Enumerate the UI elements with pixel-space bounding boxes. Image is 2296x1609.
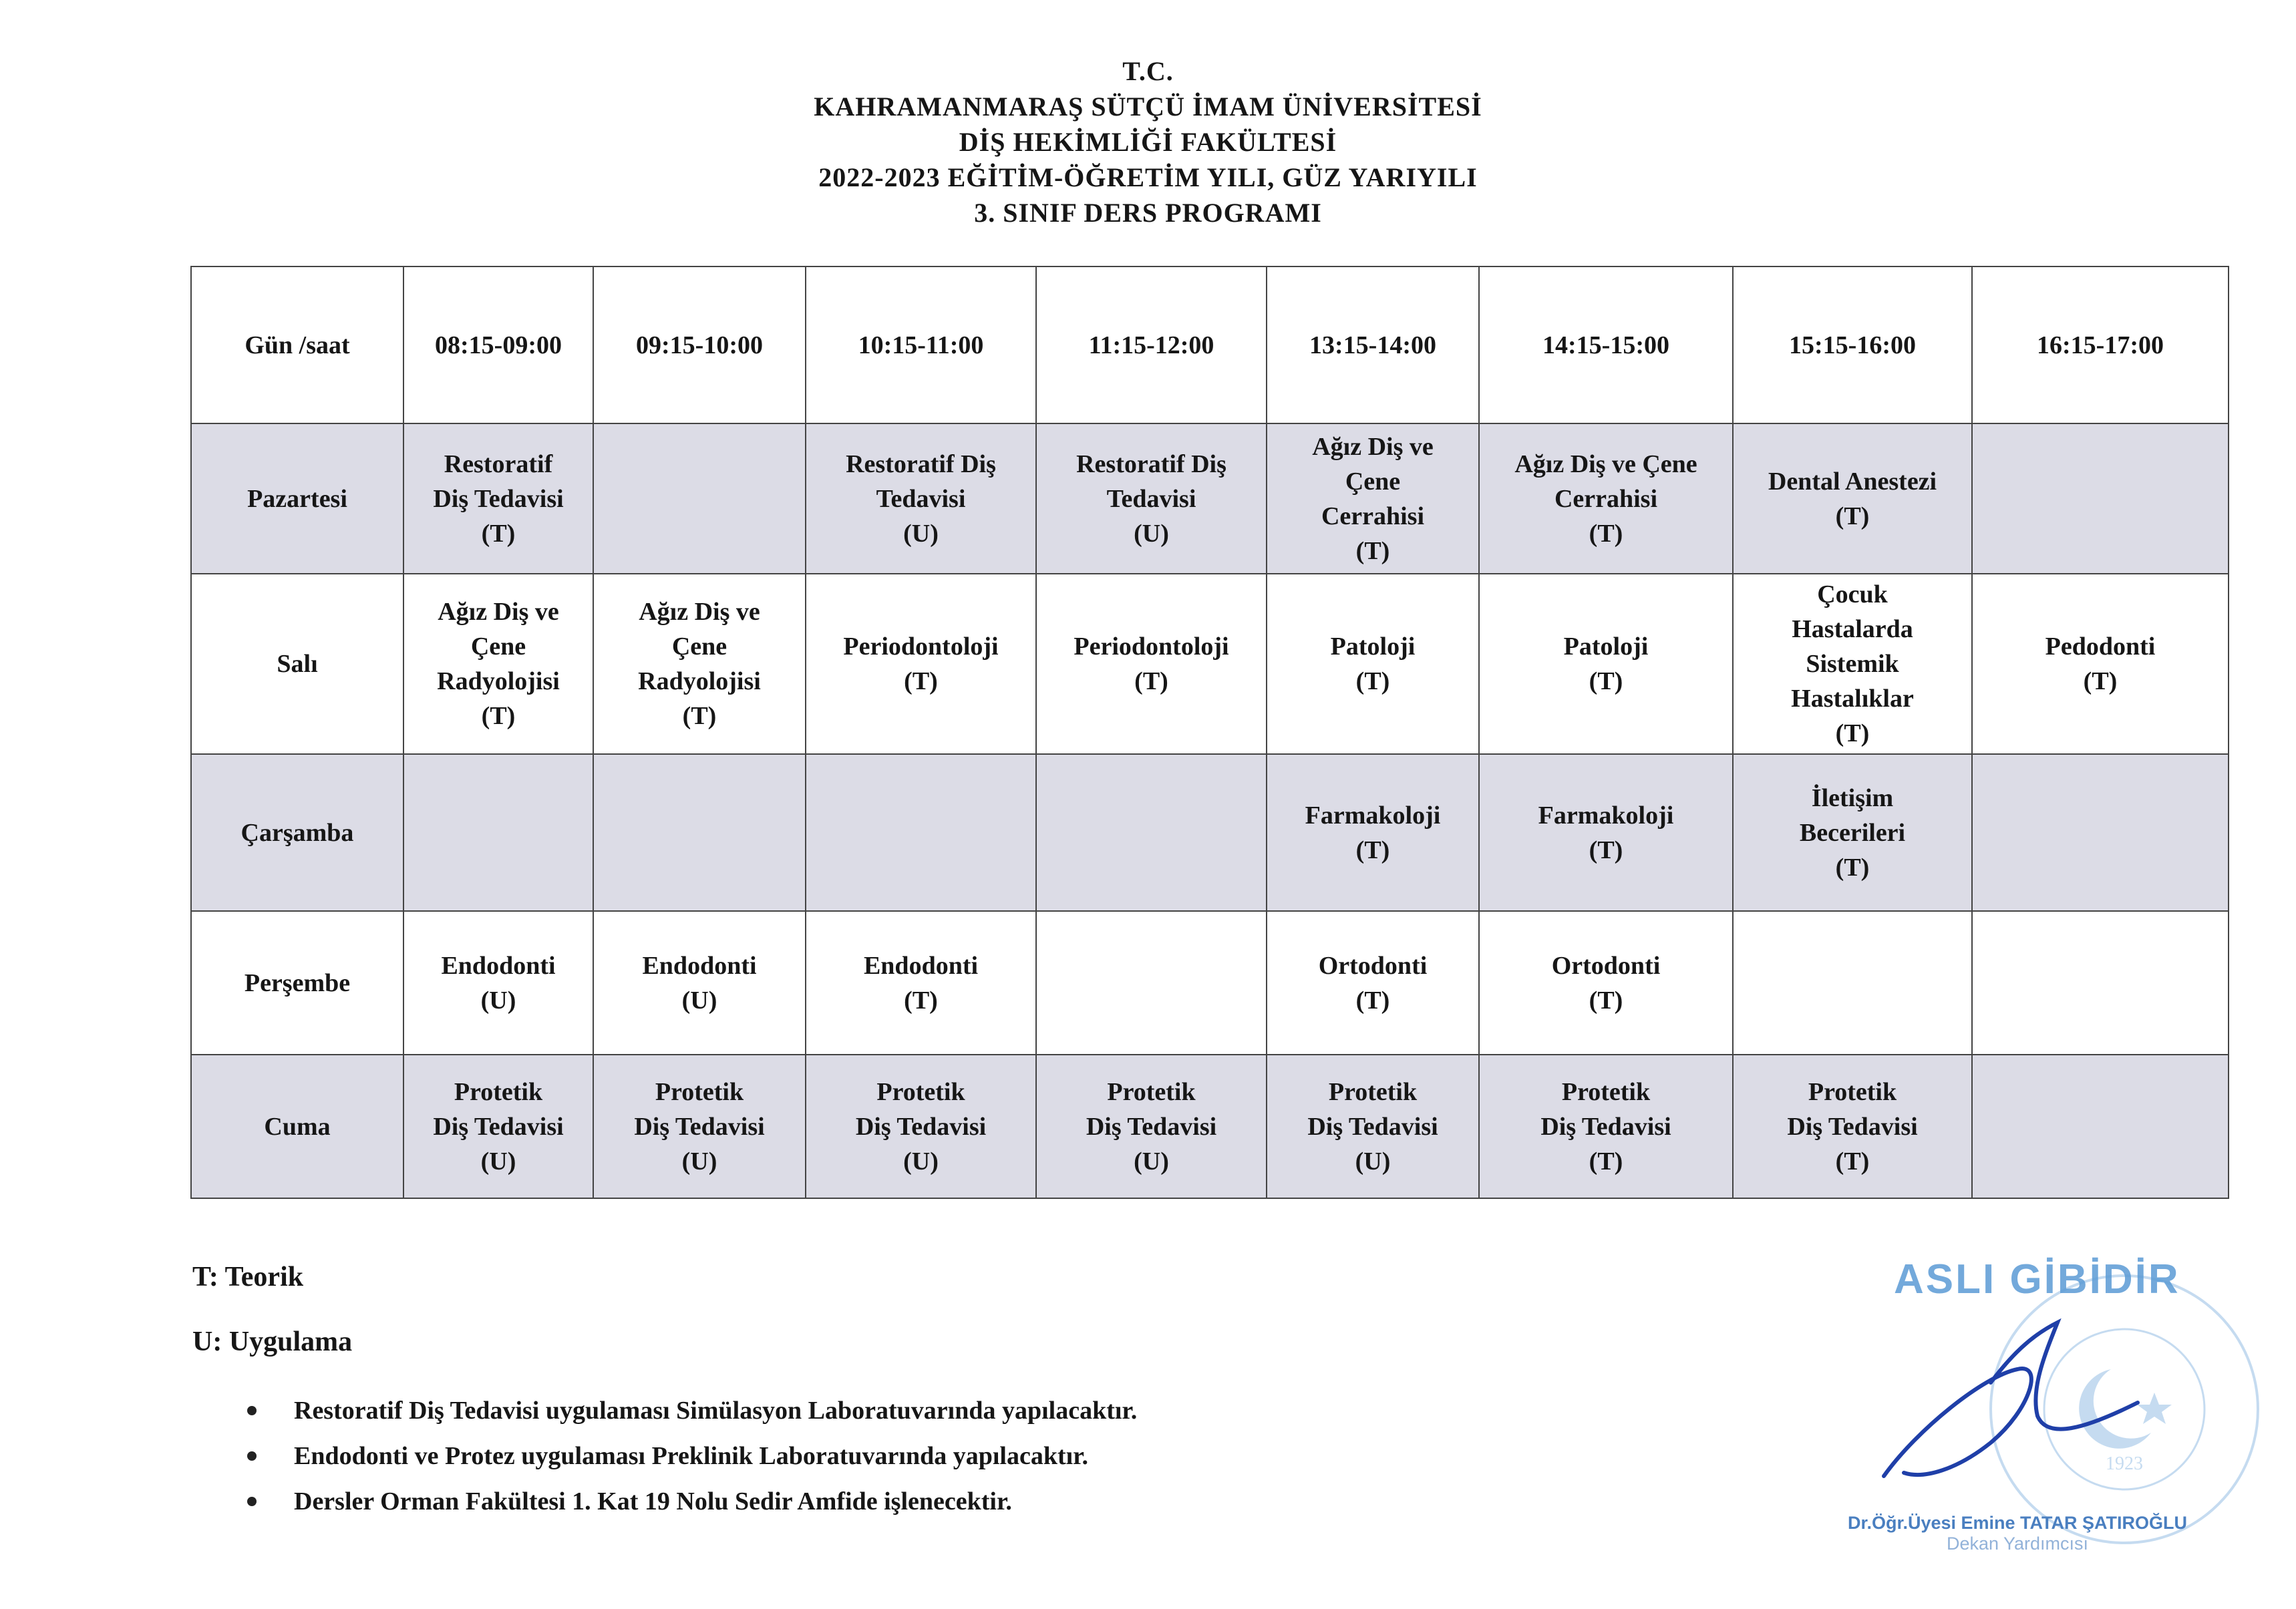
empty-cell [1972, 423, 2229, 574]
course-line: Protetik [655, 1077, 744, 1106]
course-cell [806, 911, 1036, 1055]
course-cell [1733, 1055, 1972, 1198]
header-academic-year: 2022-2023 EĞİTİM-ÖĞRETİM YILI, GÜZ YARIYILI [818, 162, 1478, 192]
course-line: Diş Tedavisi [433, 484, 564, 513]
course-line: Diş Tedavisi [1787, 1112, 1918, 1141]
course-line: Diş Tedavisi [1086, 1112, 1217, 1141]
course-line: Diş Tedavisi [855, 1112, 987, 1141]
course-line: Protetik [1561, 1077, 1651, 1106]
course-line: Dental Anestezi [1768, 467, 1937, 496]
time-header: 08:15-09:00 [403, 266, 593, 423]
signer-block [1830, 1513, 2204, 1554]
course-line: Endodonti [441, 951, 556, 980]
schedule-row [191, 911, 2229, 1055]
time-header: 11:15-12:00 [1036, 266, 1267, 423]
course-cell [1479, 911, 1733, 1055]
bullet-icon [247, 1406, 257, 1415]
course-cell [1479, 574, 1733, 754]
empty-cell [1972, 911, 2229, 1055]
course-cell [593, 1055, 806, 1198]
course-cell [403, 574, 593, 754]
course-line: Ortodonti [1318, 951, 1428, 980]
course-line: (T) [1835, 719, 1870, 747]
course-line: (T) [1355, 536, 1390, 565]
course-line: (U) [1134, 1147, 1169, 1176]
course-line: Restoratif Diş [1076, 450, 1226, 478]
course-line: (T) [1835, 853, 1870, 882]
course-line: Restoratif [444, 450, 553, 478]
time-header: 14:15-15:00 [1479, 266, 1733, 423]
bullet-icon [247, 1497, 257, 1506]
day-label: Cuma [191, 1055, 403, 1198]
course-line: (T) [1589, 986, 1623, 1015]
course-line: Ağız Diş ve Çene [1514, 450, 1697, 478]
course-cell [1036, 574, 1267, 754]
course-line: (T) [682, 702, 717, 730]
course-line: Protetik [1328, 1077, 1418, 1106]
course-line: (T) [1835, 1147, 1870, 1176]
course-line: Ağız Diş ve [438, 598, 559, 626]
course-line: Becerileri [1799, 818, 1906, 847]
course-line: Protetik [876, 1077, 965, 1106]
day-label: Pazartesi [191, 423, 403, 574]
course-cell [1267, 1055, 1479, 1198]
course-line: (T) [481, 702, 516, 730]
course-line: Patoloji [1563, 633, 1649, 661]
course-line: (T) [1134, 667, 1168, 695]
time-header: 09:15-10:00 [593, 266, 806, 423]
course-cell [1479, 423, 1733, 574]
course-line: (T) [2083, 667, 2118, 695]
course-cell [1733, 754, 1972, 911]
course-cell [1479, 754, 1733, 911]
course-line: Cerrahisi [1554, 484, 1658, 513]
day-label: Perşembe [191, 911, 403, 1055]
empty-cell [1733, 911, 1972, 1055]
course-line: (T) [904, 986, 938, 1015]
course-line: Endodonti [863, 951, 979, 980]
note-item: Endodonti ve Protez uygulaması Preklinik Laboratuvarında yapılacaktır. [247, 1433, 1137, 1479]
empty-cell [593, 754, 806, 911]
day-label: Çarşamba [191, 754, 403, 911]
official-stamp-area [1830, 1256, 2285, 1590]
course-line: (T) [1355, 836, 1390, 864]
course-line: (T) [1835, 502, 1870, 530]
schedule-header-row [191, 266, 2229, 423]
bullet-icon [247, 1451, 257, 1461]
signature-icon [1857, 1296, 2204, 1496]
course-line: Çene [470, 633, 526, 661]
svg-text:1923: 1923 [2106, 1453, 2143, 1474]
course-line: (T) [1589, 836, 1623, 864]
time-header: 15:15-16:00 [1733, 266, 1972, 423]
empty-cell [403, 754, 593, 911]
course-line: (T) [1589, 519, 1623, 548]
empty-cell [806, 754, 1036, 911]
course-line: (U) [480, 1147, 516, 1176]
course-line: Periodontoloji [843, 633, 999, 661]
course-line: Ortodonti [1551, 951, 1661, 980]
course-line: Diş Tedavisi [433, 1112, 564, 1141]
signer-name: Dr.Öğr.Üyesi Emine TATAR ŞATIROĞLU [1847, 1513, 2188, 1533]
signer-title: Dekan Yardımcısı [1946, 1534, 2089, 1554]
empty-cell [1972, 1055, 2229, 1198]
course-line: Diş Tedavisi [1307, 1112, 1438, 1141]
course-line: İletişim [1811, 783, 1894, 812]
course-line: (U) [1134, 519, 1169, 548]
course-cell [1733, 574, 1972, 754]
note-item: Dersler Orman Fakültesi 1. Kat 19 Nolu Sedir Amfide işlenecektir. [247, 1479, 1137, 1524]
course-line: (T) [1355, 667, 1390, 695]
course-line: Ağız Diş ve [1312, 432, 1434, 461]
course-cell [1479, 1055, 1733, 1198]
course-cell [1036, 1055, 1267, 1198]
course-line: Ağız Diş ve [639, 598, 760, 626]
course-cell [1036, 423, 1267, 574]
course-line: (T) [481, 519, 516, 548]
course-line: Restoratif Diş [846, 450, 996, 478]
legend-theory: T: Teorik [192, 1262, 304, 1292]
header-line-tc: T.C. [1122, 56, 1174, 86]
course-cell [806, 574, 1036, 754]
course-cell [806, 423, 1036, 574]
course-cell [403, 911, 593, 1055]
time-header: 13:15-14:00 [1267, 266, 1479, 423]
course-line: Hastalıklar [1791, 685, 1914, 713]
course-line: (U) [1355, 1147, 1391, 1176]
course-line: (T) [1355, 986, 1390, 1015]
course-line: Diş Tedavisi [1540, 1112, 1671, 1141]
schedule-row [191, 423, 2229, 574]
course-cell [1267, 574, 1479, 754]
schedule-row [191, 574, 2229, 754]
course-cell [593, 574, 806, 754]
schedule-row [191, 754, 2229, 911]
schedule-row [191, 1055, 2229, 1198]
course-line: (U) [903, 519, 939, 548]
course-line: Pedodonti [2045, 633, 2156, 661]
course-cell [806, 1055, 1036, 1198]
course-line: Patoloji [1330, 633, 1416, 661]
course-line: (T) [904, 667, 938, 695]
course-line: Tedavisi [876, 484, 966, 513]
course-line: Radyolojisi [437, 667, 560, 695]
course-line: Diş Tedavisi [634, 1112, 765, 1141]
schedule-table [190, 266, 2229, 1199]
time-header: 10:15-11:00 [806, 266, 1036, 423]
course-line: Endodonti [642, 951, 757, 980]
course-cell [1972, 574, 2229, 754]
course-line: Çene [671, 633, 727, 661]
course-line: Çocuk [1817, 580, 1888, 608]
empty-cell [1972, 754, 2229, 911]
course-line: Protetik [1107, 1077, 1196, 1106]
course-line: Cerrahisi [1321, 502, 1425, 530]
course-cell [1267, 754, 1479, 911]
course-line: (U) [480, 986, 516, 1015]
course-cell [1267, 911, 1479, 1055]
course-cell [403, 423, 593, 574]
corner-header: Gün /saat [191, 266, 403, 423]
course-line: (U) [903, 1147, 939, 1176]
course-cell [403, 1055, 593, 1198]
empty-cell [1036, 754, 1267, 911]
legend-practice: U: Uygulama [192, 1326, 353, 1357]
empty-cell [1036, 911, 1267, 1055]
course-cell [1733, 423, 1972, 574]
notes-list [247, 1388, 1137, 1524]
course-line: (T) [1589, 667, 1623, 695]
time-header: 16:15-17:00 [1972, 266, 2229, 423]
course-line: (T) [1589, 1147, 1623, 1176]
course-line: Periodontoloji [1074, 633, 1229, 661]
empty-cell [593, 423, 806, 574]
day-label: Salı [191, 574, 403, 754]
document-header [0, 53, 2296, 230]
course-line: Protetik [454, 1077, 543, 1106]
course-line: Radyolojisi [638, 667, 761, 695]
header-faculty: DİŞ HEKİMLİĞİ FAKÜLTESİ [959, 127, 1337, 157]
course-line: (U) [681, 1147, 717, 1176]
course-cell [1267, 423, 1479, 574]
course-cell [593, 911, 806, 1055]
course-line: Tedavisi [1106, 484, 1196, 513]
course-line: Farmakoloji [1305, 801, 1441, 830]
course-line: Sistemik [1806, 650, 1899, 678]
course-line: Protetik [1808, 1077, 1897, 1106]
course-line: Çene [1345, 467, 1401, 496]
header-university: KAHRAMANMARAŞ SÜTÇÜ İMAM ÜNİVERSİTESİ [814, 92, 1482, 122]
course-line: Farmakoloji [1538, 801, 1674, 830]
note-item: Restoratif Diş Tedavisi uygulaması Simülasyon Laboratuvarında yapılacaktır. [247, 1388, 1137, 1433]
course-line: Hastalarda [1792, 615, 1913, 643]
certified-copy-stamp: ASLI GİBİDİR [1894, 1256, 2180, 1302]
header-program-title: 3. SINIF DERS PROGRAMI [974, 198, 1322, 228]
course-line: (U) [681, 986, 717, 1015]
